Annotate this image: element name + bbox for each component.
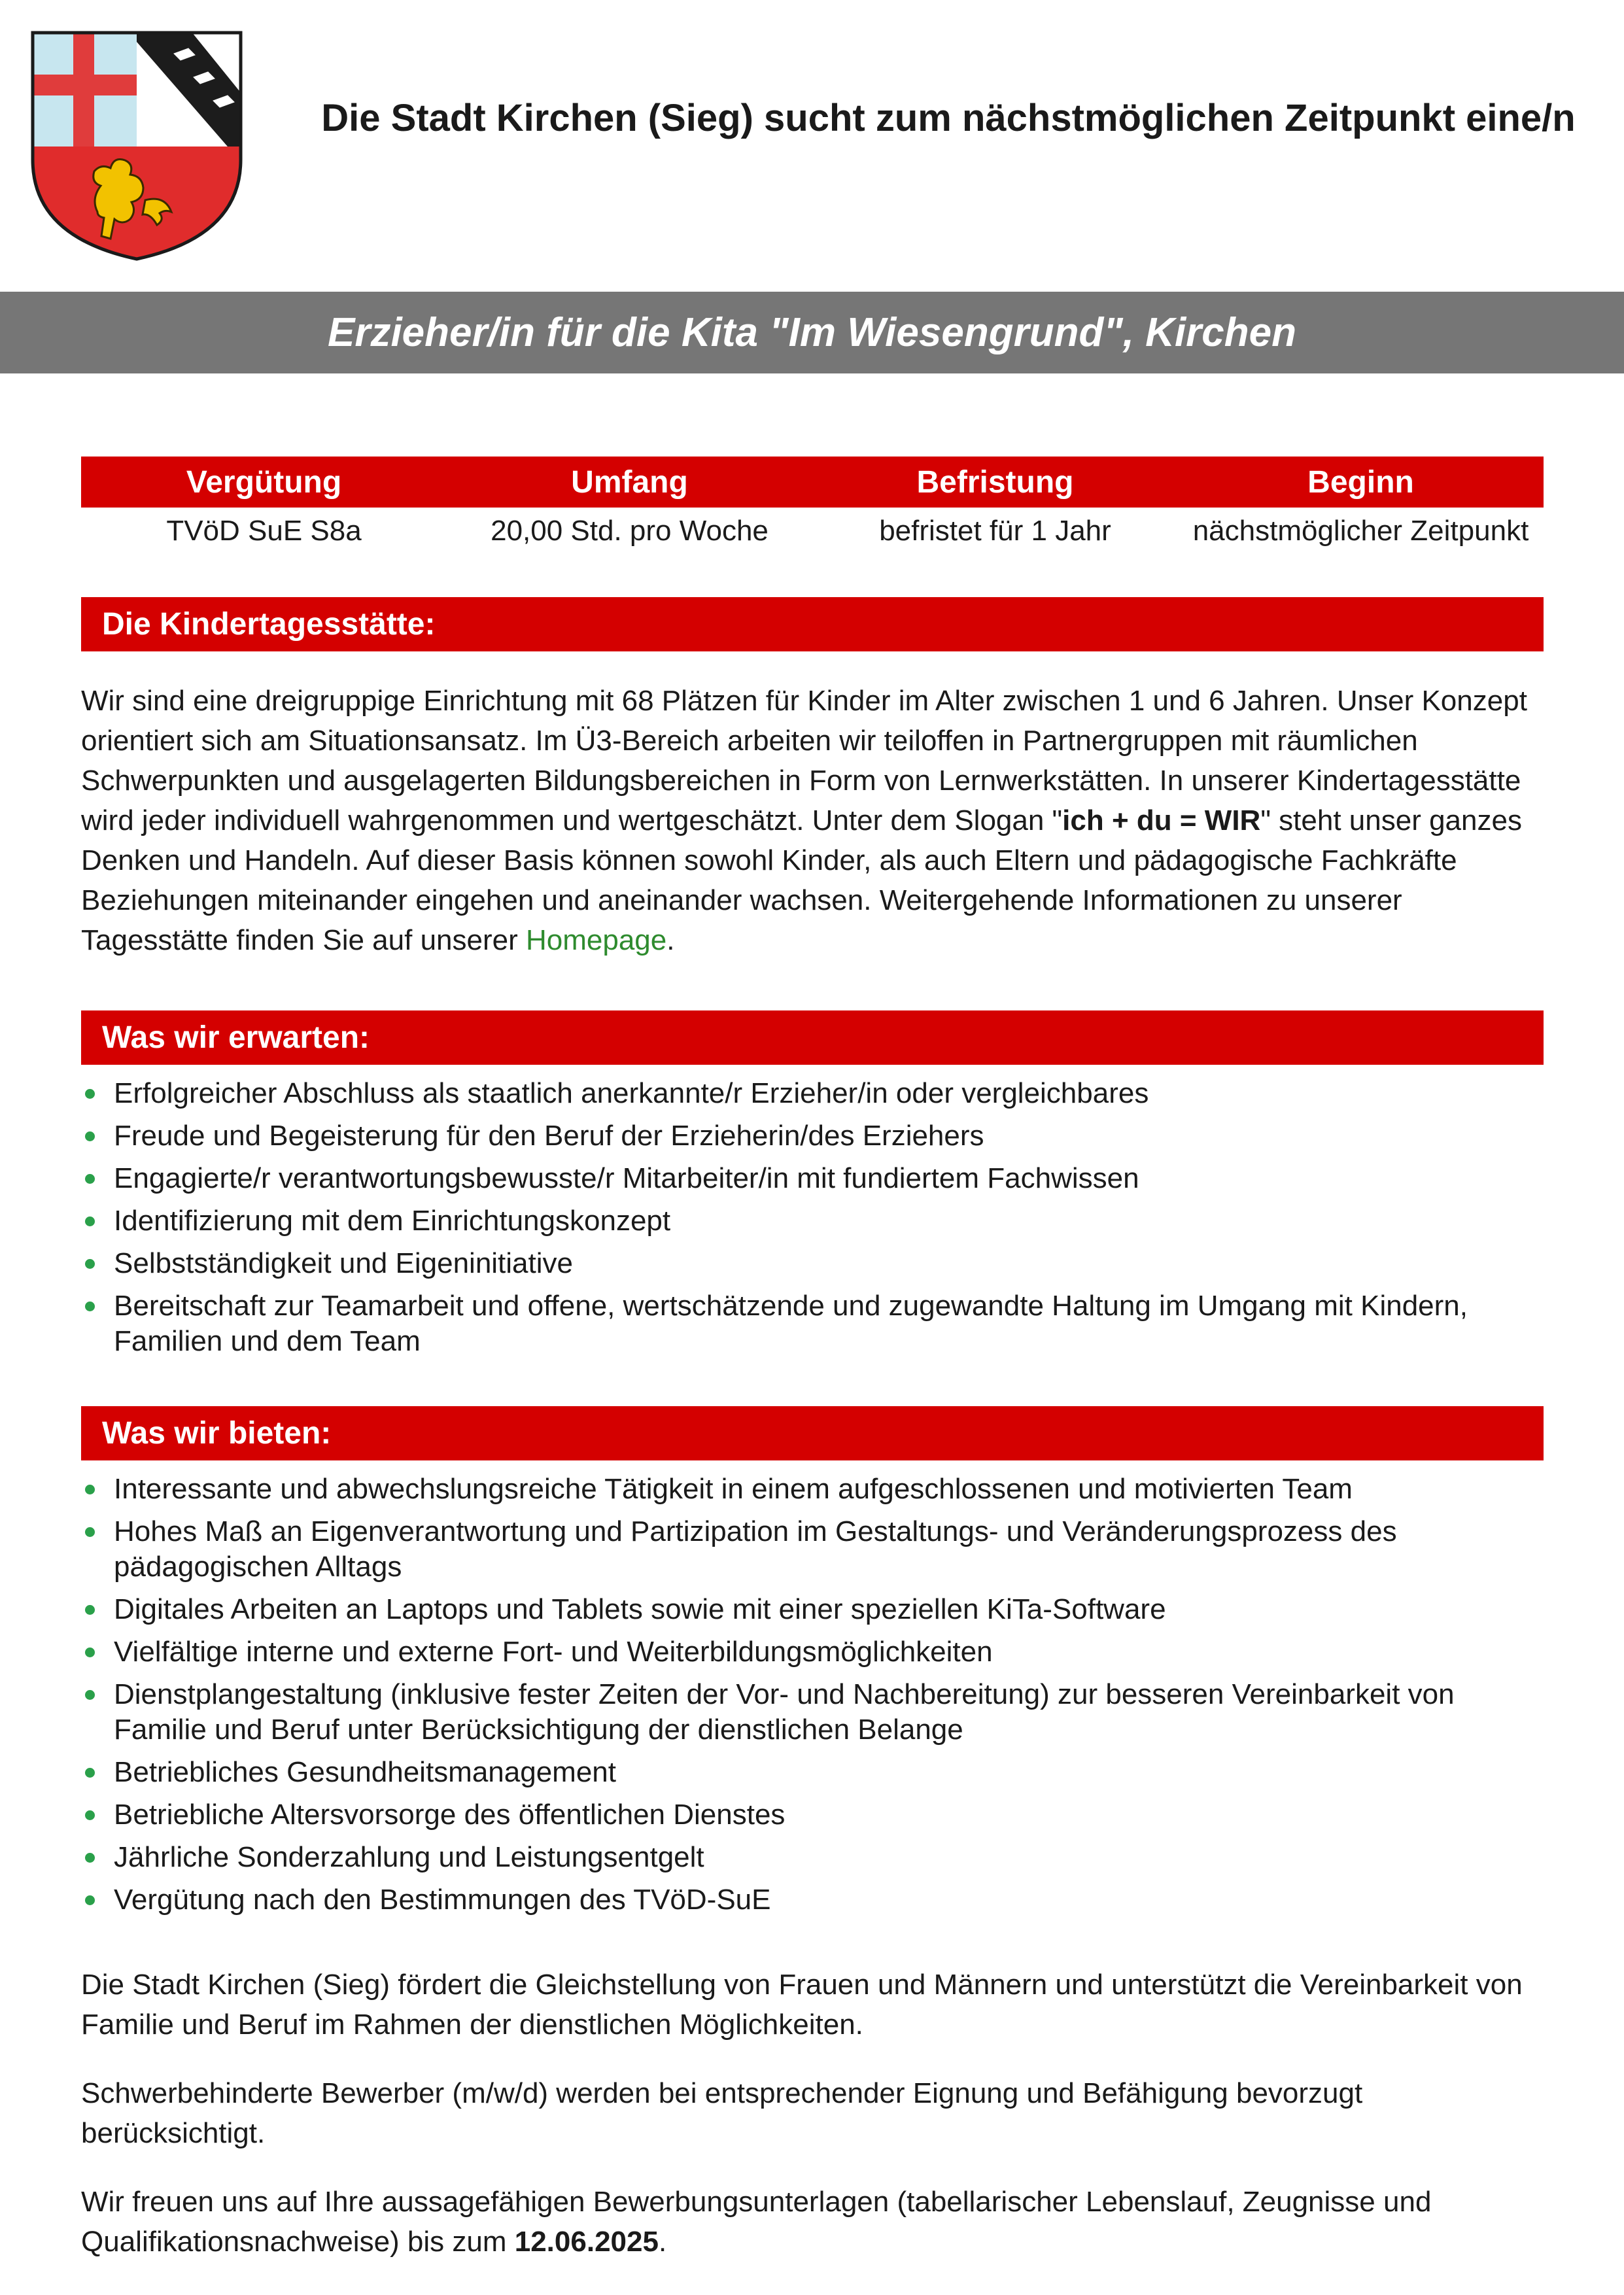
job-title-banner bbox=[0, 292, 1624, 373]
application-deadline: 12.06.2025 bbox=[514, 2226, 659, 2258]
section-heading-offers: Was wir bieten: bbox=[81, 1406, 1544, 1460]
list-item: Digitales Arbeiten an Laptops und Tablets sowie mit einer speziellen KiTa-Software bbox=[81, 1592, 1544, 1627]
offers-list bbox=[81, 1472, 1544, 1925]
coat-of-arms-icon bbox=[29, 29, 245, 262]
section-heading-kita: Die Kindertagesstätte: bbox=[81, 597, 1544, 651]
terms-header-verguetung: Vergütung bbox=[81, 457, 447, 508]
kita-description bbox=[81, 681, 1544, 960]
list-item: Hohes Maß an Eigenverantwortung und Partizipation im Gestaltungs- und Veränderungsprozess des pädagogischen Alltags bbox=[81, 1514, 1544, 1585]
list-item: Jährliche Sonderzahlung und Leistungsentgelt bbox=[81, 1840, 1544, 1875]
list-item: Engagierte/r verantwortungsbewusste/r Mitarbeiter/in mit fundiertem Fachwissen bbox=[81, 1161, 1544, 1196]
application-statement bbox=[81, 2182, 1544, 2262]
list-item: Dienstplangestaltung (inklusive fester Zeiten der Vor- und Nachbereitung) zur besseren Vereinbarkeit von Familie und Beruf unter Berücksichtigung der dienstlichen Belange bbox=[81, 1677, 1544, 1748]
list-item: Freude und Begeisterung für den Beruf der Erzieherin/des Erziehers bbox=[81, 1118, 1544, 1154]
expectations-list bbox=[81, 1076, 1544, 1366]
list-item: Interessante und abwechslungsreiche Tätigkeit in einem aufgeschlossenen und motivierten Team bbox=[81, 1472, 1544, 1507]
terms-value-row bbox=[81, 508, 1544, 555]
application-text: Wir freuen uns auf Ihre aussagefähigen Bewerbungsunterlagen (tabellarischer Lebenslauf, Zeugnisse und Qualifikationsnachweise) bis zum bbox=[81, 2186, 1432, 2258]
page-header-title: Die Stadt Kirchen (Sieg) sucht zum nächstmöglichen Zeitpunkt eine/n bbox=[321, 97, 1576, 139]
homepage-link[interactable]: Homepage bbox=[525, 924, 667, 956]
list-item: Vergütung nach den Bestimmungen des TVöD-SuE bbox=[81, 1882, 1544, 1918]
terms-value-verguetung: TVöD SuE S8a bbox=[166, 515, 362, 547]
terms-header-befristung: Befristung bbox=[812, 457, 1178, 508]
list-item: Erfolgreicher Abschluss als staatlich anerkannte/r Erzieher/in oder vergleichbares bbox=[81, 1076, 1544, 1111]
list-item: Identifizierung mit dem Einrichtungskonzept bbox=[81, 1203, 1544, 1239]
list-item: Vielfältige interne und externe Fort- und Weiterbildungsmöglichkeiten bbox=[81, 1634, 1544, 1670]
list-item: Selbstständigkeit und Eigeninitiative bbox=[81, 1246, 1544, 1281]
list-item: Betriebliche Altersvorsorge des öffentlichen Dienstes bbox=[81, 1797, 1544, 1833]
terms-value-befristung: befristet für 1 Jahr bbox=[879, 515, 1111, 547]
kita-text-1: Wir sind eine dreigruppige Einrichtung mit 68 Plätzen für Kinder im Alter zwischen 1 und 6 Jahren. Unser Konzept orientiert sich am Situationsansatz. Im Ü3-Bereich arbeiten wir teiloffen in Partnergruppen mit räumlichen Schwerpunkten und ausgelagerten Bildungsbereichen in Form von Lernwerkstätten. In unserer Kindertagesstätte wird jeder individuell wahrgenommen und wertgeschätzt. Unter dem Slogan " bbox=[81, 685, 1527, 837]
list-item: Bereitschaft zur Teamarbeit und offene, wertschätzende und zugewandte Haltung im Umgang mit Kindern, Familien und dem Team bbox=[81, 1288, 1544, 1359]
equality-statement: Die Stadt Kirchen (Sieg) fördert die Gleichstellung von Frauen und Männern und unterstützt die Vereinbarkeit von Familie und Beruf im Rahmen der dienstlichen Möglichkeiten. bbox=[81, 1969, 1523, 2041]
terms-value-beginn: nächstmöglicher Zeitpunkt bbox=[1192, 515, 1529, 547]
terms-header-umfang: Umfang bbox=[447, 457, 812, 508]
terms-header-beginn: Beginn bbox=[1178, 457, 1544, 508]
kita-text-3: . bbox=[666, 924, 675, 956]
terms-header-row bbox=[81, 457, 1544, 508]
kita-text-2: " steht unser ganzes Denken und Handeln. Auf dieser Basis können sowohl Kinder, als auch Eltern und pädagogische Fachkräfte Beziehungen miteinander eingehen und aneinander wachsen. Weitergehende Informationen zu unserer Tagesstätte finden Sie auf unserer bbox=[81, 804, 1522, 956]
job-title: Erzieher/in für die Kita "Im Wiesengrund", Kirchen bbox=[327, 310, 1297, 355]
terms-table bbox=[81, 457, 1544, 555]
disability-statement: Schwerbehinderte Bewerber (m/w/d) werden bei entsprechender Eignung und Befähigung bevorzugt berücksichtigt. bbox=[81, 2077, 1363, 2149]
application-suffix: . bbox=[658, 2226, 667, 2258]
kita-slogan: ich + du = WIR bbox=[1062, 804, 1261, 837]
terms-value-umfang: 20,00 Std. pro Woche bbox=[491, 515, 769, 547]
section-heading-expectations: Was wir erwarten: bbox=[81, 1010, 1544, 1065]
list-item: Betriebliches Gesundheitsmanagement bbox=[81, 1755, 1544, 1790]
